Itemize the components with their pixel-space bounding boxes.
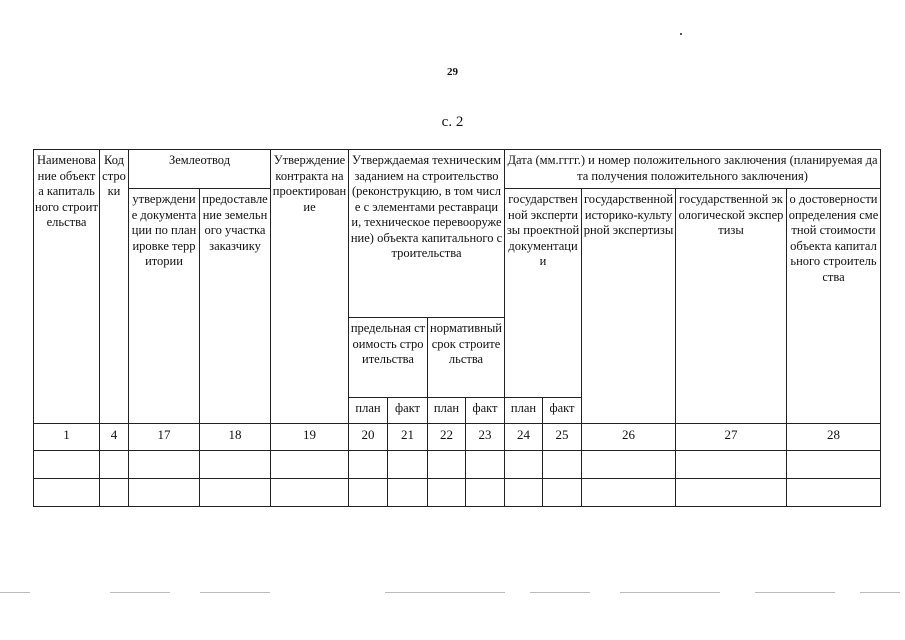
header-object-name: Наименование объекта капитального строительства <box>34 150 100 424</box>
empty-cell <box>349 479 388 507</box>
empty-cell <box>100 479 129 507</box>
column-number: 22 <box>428 424 466 451</box>
empty-cell <box>34 451 100 479</box>
empty-cell <box>676 479 787 507</box>
column-number: 4 <box>100 424 129 451</box>
empty-cell <box>505 479 543 507</box>
header-hist-exam: государственной историко-культурной экспертизы <box>582 189 676 424</box>
scan-line <box>530 592 590 593</box>
sheet-number: с. 2 <box>441 114 464 130</box>
scan-line <box>385 592 505 593</box>
empty-cell <box>200 479 271 507</box>
header-contract: Утверждение контракта на проектирование <box>271 150 349 424</box>
empty-cell <box>787 451 881 479</box>
header-tech-task: Утверждаемая техническим заданием на строительство (реконструкцию, в том числе с элементами реставрации, техническое перевооружение) объекта капитального строительства <box>349 150 505 318</box>
empty-cell <box>676 451 787 479</box>
page-number: 29 <box>447 66 458 78</box>
approval-table <box>33 149 881 507</box>
scan-line <box>755 592 835 593</box>
column-number: 24 <box>505 424 543 451</box>
header-max-cost: предельная стоимость строительства <box>349 318 428 398</box>
header-row-code: Код строки <box>100 150 129 424</box>
scan-line <box>860 592 900 593</box>
empty-cell <box>466 479 505 507</box>
empty-cell <box>271 479 349 507</box>
empty-cell <box>787 479 881 507</box>
column-number: 26 <box>582 424 676 451</box>
header-plan: план <box>428 398 466 424</box>
empty-cell <box>543 451 582 479</box>
column-number: 20 <box>349 424 388 451</box>
header-eco-exam: государственной экологической экспертизы <box>676 189 787 424</box>
column-number-row <box>34 424 881 451</box>
table-row <box>34 479 881 507</box>
header-plan: план <box>505 398 543 424</box>
empty-cell <box>543 479 582 507</box>
column-number: 19 <box>271 424 349 451</box>
empty-cell <box>200 451 271 479</box>
column-number: 18 <box>200 424 271 451</box>
empty-cell <box>428 451 466 479</box>
column-number: 21 <box>388 424 428 451</box>
empty-cell <box>466 451 505 479</box>
empty-cell <box>582 451 676 479</box>
empty-cell <box>100 451 129 479</box>
header-fact: факт <box>466 398 505 424</box>
empty-cell <box>271 451 349 479</box>
empty-cell <box>349 451 388 479</box>
scan-line <box>0 592 30 593</box>
empty-cell <box>388 479 428 507</box>
header-date-group: Дата (мм.гггг.) и номер положительного заключения (планируемая дата получения положительного заключения) <box>505 150 881 189</box>
scan-line <box>620 592 720 593</box>
scan-line <box>110 592 170 593</box>
column-number: 27 <box>676 424 787 451</box>
column-number: 1 <box>34 424 100 451</box>
empty-cell <box>34 479 100 507</box>
column-number: 28 <box>787 424 881 451</box>
table-row <box>34 451 881 479</box>
header-land-provision: предоставление земельного участка заказчику <box>200 189 271 424</box>
header-fact: факт <box>388 398 428 424</box>
column-number: 25 <box>543 424 582 451</box>
header-norm-term: нормативный срок строительства <box>428 318 505 398</box>
header-fact: факт <box>543 398 582 424</box>
scan-speck <box>680 33 682 35</box>
header-cost-exam: о достоверности определения сметной стоимости объекта капитального строительства <box>787 189 881 424</box>
header-plan: план <box>349 398 388 424</box>
column-number: 17 <box>129 424 200 451</box>
scan-line <box>200 592 270 593</box>
empty-cell <box>505 451 543 479</box>
empty-cell <box>129 451 200 479</box>
header-land-approval: утверждение документации по планировке территории <box>129 189 200 424</box>
empty-cell <box>388 451 428 479</box>
empty-cell <box>582 479 676 507</box>
column-number: 23 <box>466 424 505 451</box>
header-land: Землеотвод <box>129 150 271 189</box>
empty-cell <box>129 479 200 507</box>
empty-cell <box>428 479 466 507</box>
header-state-exam: государственной экспертизы проектной документации <box>505 189 582 398</box>
